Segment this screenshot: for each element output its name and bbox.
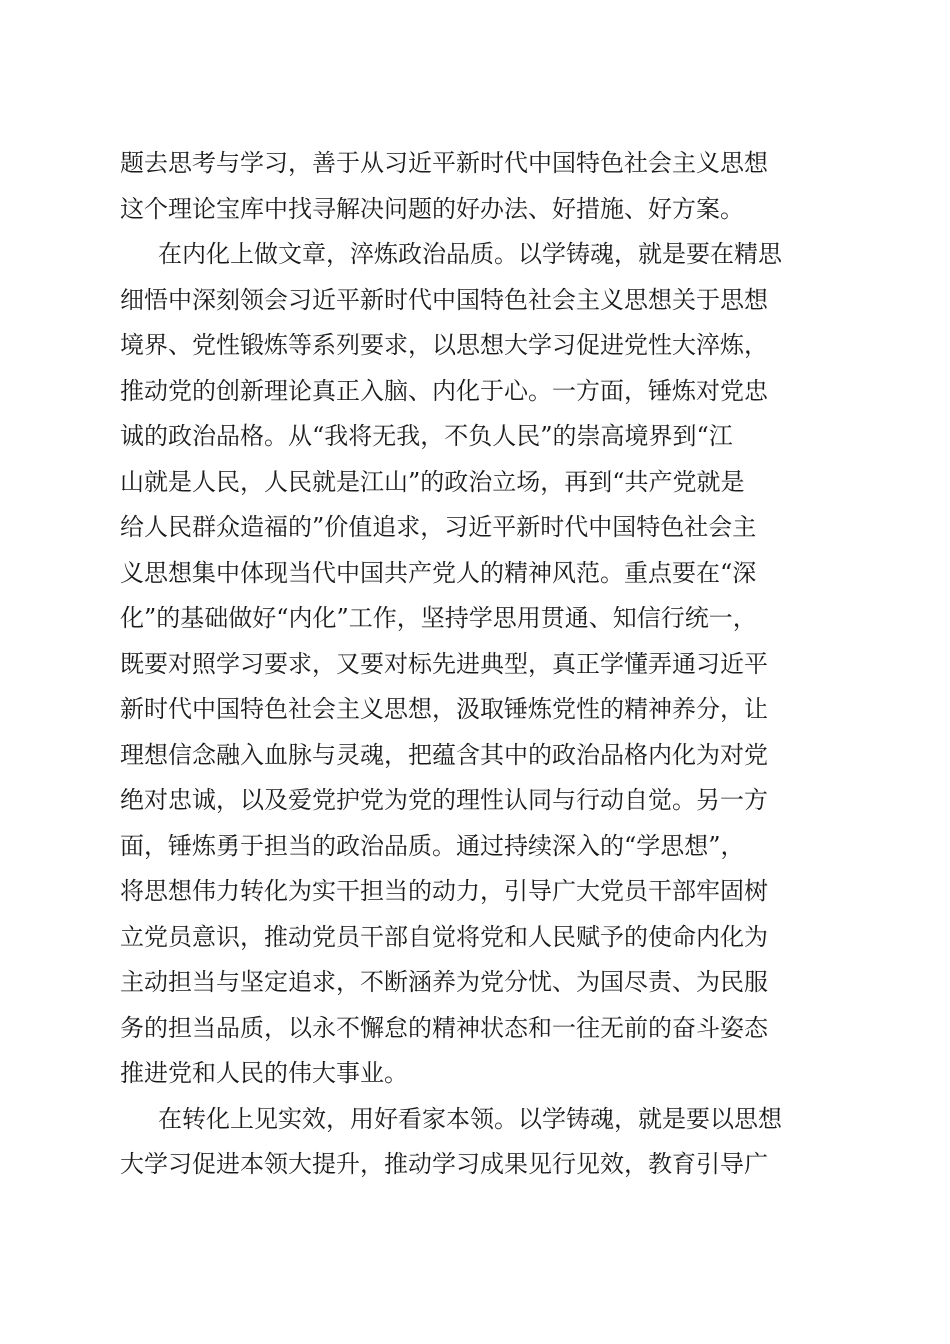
text-line: 题去思考与学习，善于从习近平新时代中国特色社会主义思想 (120, 149, 768, 177)
text-line: 理想信念融入血脉与灵魂，把蕴含其中的政治品格内化为对党 (120, 740, 768, 769)
text-line: 山就是人民，人民就是江山”的政治立场，再到“共产党就是 (120, 467, 745, 496)
text-line: 细悟中深刻领会习近平新时代中国特色社会主义思想关于思想 (120, 285, 768, 314)
text-line: 化”的基础做好“内化”工作，坚持学思用贯通、知信行统一， (120, 604, 757, 632)
text-line: 绝对忠诚，以及爱党护党为党的理性认同与行动自觉。另一方 (120, 786, 768, 814)
text-line: 诚的政治品格。从“我将无我，不负人民”的崇高境界到“江 (120, 422, 733, 450)
text-line: 将思想伟力转化为实干担当的动力，引导广大党员干部牢固树 (120, 877, 768, 905)
text-line: 推动党的创新理论真正入脑、内化于心。一方面，锤炼对党忠 (120, 376, 768, 405)
document-body (120, 141, 830, 1188)
text-line: 面，锤炼勇于担当的政治品质。通过持续深入的“学思想”， (120, 831, 745, 860)
text-line: 既要对照学习要求，又要对标先进典型，真正学懂弄通习近平 (120, 649, 768, 678)
text-line: 新时代中国特色社会主义思想，汲取锤炼党性的精神养分，让 (120, 695, 768, 723)
text-line: 立党员意识，推动党员干部自觉将党和人民赋予的使命内化为 (120, 922, 768, 951)
paragraph-first-line: 在内化上做文章，淬炼政治品质。以学铸魂，就是要在精思 (158, 240, 782, 268)
text-line: 义思想集中体现当代中国共产党人的精神风范。重点要在“深 (120, 558, 757, 587)
text-line: 推进党和人民的伟大事业。 (120, 1059, 408, 1087)
text-line: 这个理论宝库中找寻解决问题的好办法、好措施、好方案。 (120, 194, 744, 223)
text-line: 境界、党性锻炼等系列要求，以思想大学习促进党性大淬炼， (120, 331, 768, 359)
text-line: 主动担当与坚定追求，不断涵养为党分忧、为国尽责、为民服 (120, 968, 768, 996)
paragraph-first-line: 在转化上见实效，用好看家本领。以学铸魂，就是要以思想 (158, 1104, 782, 1133)
text-line: 给人民群众造福的”价值追求，习近平新时代中国特色社会主 (120, 513, 757, 541)
text-line: 大学习促进本领大提升，推动学习成果见行见效，教育引导广 (120, 1150, 768, 1178)
text-line: 务的担当品质，以永不懈怠的精神状态和一往无前的奋斗姿态 (120, 1013, 768, 1042)
